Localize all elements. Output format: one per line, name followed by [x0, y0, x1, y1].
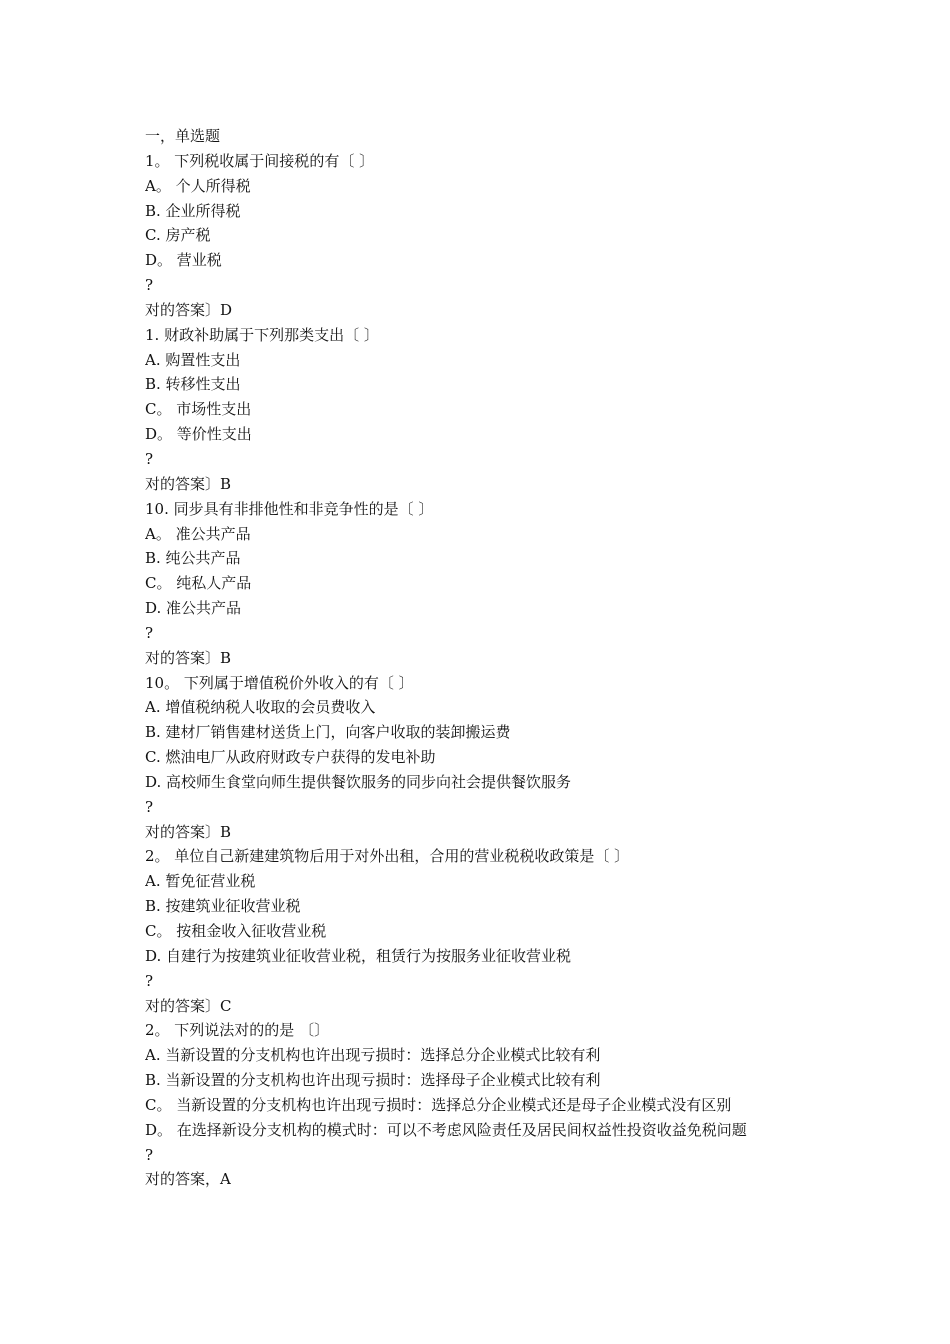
option-d: D. 高校师生食堂向师生提供餐饮服务的同步向社会提供餐饮服务	[145, 772, 572, 791]
section-heading: 一，单选题	[145, 127, 221, 145]
option-b: B. 按建筑业征收营业税	[145, 897, 301, 916]
option-c: C. 房产税	[145, 226, 211, 245]
option-b: B. 当新设置的分支机构也许出现亏损时：选择母子企业模式比较有利	[145, 1071, 601, 1090]
question-2: 1. 财政补助属于下列那类支出〔 〕	[145, 325, 379, 344]
option-d: D. 自建行为按建筑业征收营业税，租赁行为按服务业征收营业税	[145, 946, 572, 965]
question-1: 1。 下列税收属于间接税的有〔 〕	[145, 151, 375, 170]
option-c: C。 按租金收入征收营业税	[145, 922, 327, 940]
option-d: D。 在选择新设分支机构的模式时：可以不考虑风险责任及居民间权益性投资收益免税问题	[145, 1120, 747, 1139]
answer-line: 对的答案〕D	[145, 300, 233, 319]
option-c: C。 纯私人产品	[145, 574, 252, 593]
answer-line: 对的答案〕B	[145, 474, 232, 493]
option-a: A. 暂免征营业税	[145, 872, 256, 891]
placeholder-mark: ?	[145, 797, 154, 816]
option-a: A。 准公共产品	[145, 524, 251, 543]
option-a: A。 个人所得税	[145, 176, 251, 195]
placeholder-mark: ?	[145, 449, 154, 468]
placeholder-mark: ?	[145, 971, 154, 990]
option-b: B. 纯公共产品	[145, 549, 241, 568]
answer-line: 对的答案〕B	[145, 822, 232, 841]
question-4: 10。 下列属于增值税价外收入的有〔 〕	[145, 673, 414, 692]
answer-line: 对的答案〕B	[145, 648, 232, 667]
question-3: 10. 同步具有非排他性和非竞争性的是〔 〕	[145, 499, 434, 518]
question-6: 2。 下列说法对的的是 〔〕	[145, 1021, 330, 1040]
option-a: A. 当新设置的分支机构也许出现亏损时：选择总分企业模式比较有利	[145, 1046, 601, 1065]
answer-line: 对的答案〕C	[145, 996, 232, 1015]
option-d: D。 等价性支出	[145, 425, 252, 444]
option-b: B. 建材厂销售建材送货上门，向客户收取的装卸搬运费	[145, 723, 511, 742]
placeholder-mark: ?	[145, 623, 154, 642]
option-a: A. 购置性支出	[145, 350, 241, 369]
option-d: D。 营业税	[145, 251, 222, 270]
document-page	[145, 124, 825, 1192]
placeholder-mark: ?	[145, 1145, 154, 1164]
option-d: D. 准公共产品	[145, 599, 242, 618]
option-c: C。 市场性支出	[145, 400, 252, 419]
option-c: C. 燃油电厂从政府财政专户获得的发电补助	[145, 748, 436, 767]
option-b: B. 企业所得税	[145, 201, 241, 220]
option-c: C。 当新设置的分支机构也许出现亏损时：选择总分企业模式还是母子企业模式没有区别	[145, 1095, 732, 1114]
option-a: A. 增值税纳税人收取的会员费收入	[145, 698, 376, 717]
option-b: B. 转移性支出	[145, 375, 241, 394]
question-5: 2。 单位自己新建建筑物后用于对外出租，合用的营业税税收政策是〔 〕	[145, 847, 630, 866]
placeholder-mark: ?	[145, 276, 154, 295]
answer-line: 对的答案，A	[145, 1170, 231, 1189]
